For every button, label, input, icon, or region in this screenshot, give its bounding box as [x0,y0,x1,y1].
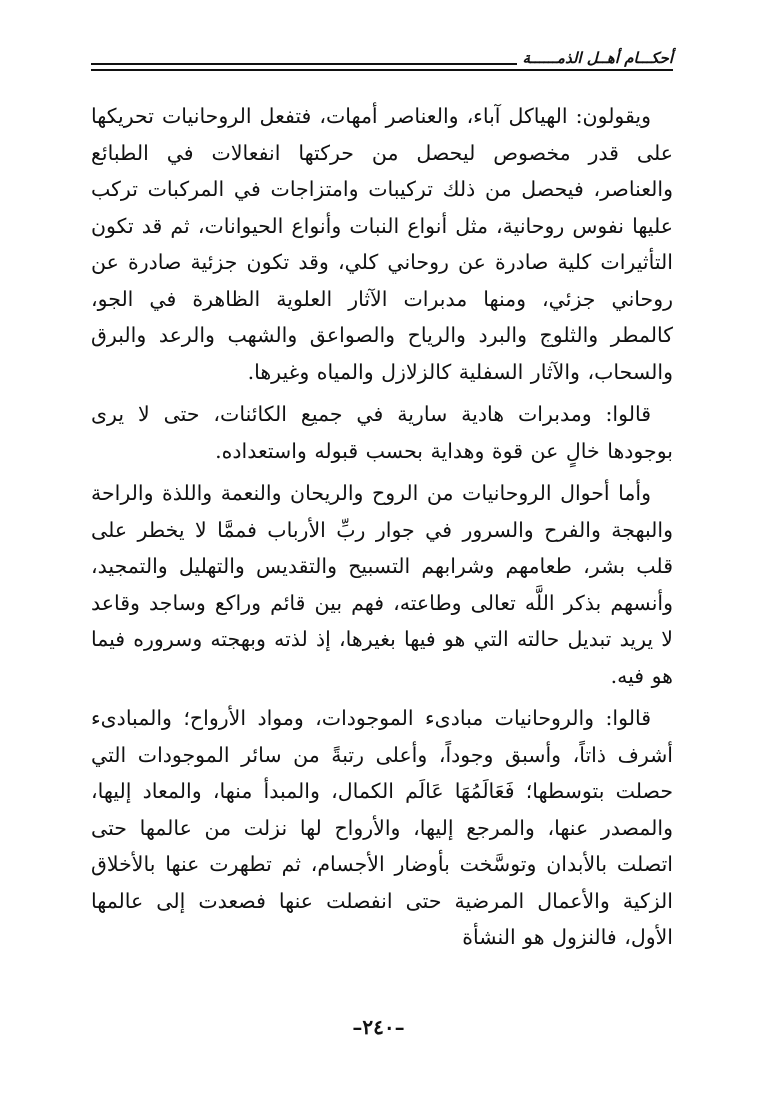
paragraph-1: ويقولون: الهياكل آباء، والعناصر أمهات، فتفعل الروحانيات تحريكها على قدر مخصوص ليحصل من حركتها انفعالات في الطبائع والعناصر، فيحصل من ذلك تركيبات وامتزاجات في المركبات تركب عليها نفوس روحانية، مثل أنواع النبات وأنواع الحيوانات، ثم قد تكون التأثيرات كلية صادرة عن روحاني كلي، وقد تكون جزئية صادرة عن روحاني جزئي، ومنها مدبرات الآثار العلوية الظاهرة في الجو، كالمطر والثلوج والبرد والرياح والصواعق والشهب والرعد والبرق والسحاب، والآثار السفلية كالزلازل والمياه وغيرها. [91,104,673,384]
book-title: أحكـــام أهــل الذمــــــة [519,50,674,66]
running-header [91,42,673,72]
paragraph-3: وأما أحوال الروحانيات من الروح والريحان والنعمة واللذة والراحة والبهجة والفرح والسرور في جوار ربِّ الأرباب فممَّا لا يخطر على قلب بشر، طعامهم وشرابهم التسبيح والتقديس والتهليل والتمجيد، وأنسهم بذكر اللَّه تعالى وطاعته، فهم بين قائم وراكع وساجد وقاعد لا يريد تبديل حالته التي هو فيها بغيرها، إذ لذته وبهجته وسروره فيما هو فيه. [91,481,673,688]
page-number: –٢٤٠– [352,1015,405,1039]
header-rule-top [91,63,517,65]
header-rule-bottom [91,69,673,71]
paragraph-2: قالوا: ومدبرات هادية سارية في جميع الكائنات، حتى لا يرى بوجودها خالٍ عن قوة وهداية بحسب قبوله واستعداده. [91,402,673,463]
paragraph-4: قالوا: والروحانيات مبادىء الموجودات، ومواد الأرواح؛ والمبادىء أشرف ذاتاً، وأسبق وجوداً، وأعلى رتبةً من سائر الموجودات التي حصلت بتوسطها؛ فَعَالَمُهَا عَالَم الكمال، والمبدأ منها، والمعاد إليها، والمصدر عنها، والمرجع إليها، والأرواح لها نزلت من عالمها حتى اتصلت بالأبدان وتوسَّخت بأوضار الأجسام، ثم تطهرت عنها بالأخلاق الزكية والأعمال المرضية حتى انفصلت عنها فصعدت إلى عالمها الأول، فالنزول هو النشأة [91,706,673,949]
body-text [91,98,673,962]
